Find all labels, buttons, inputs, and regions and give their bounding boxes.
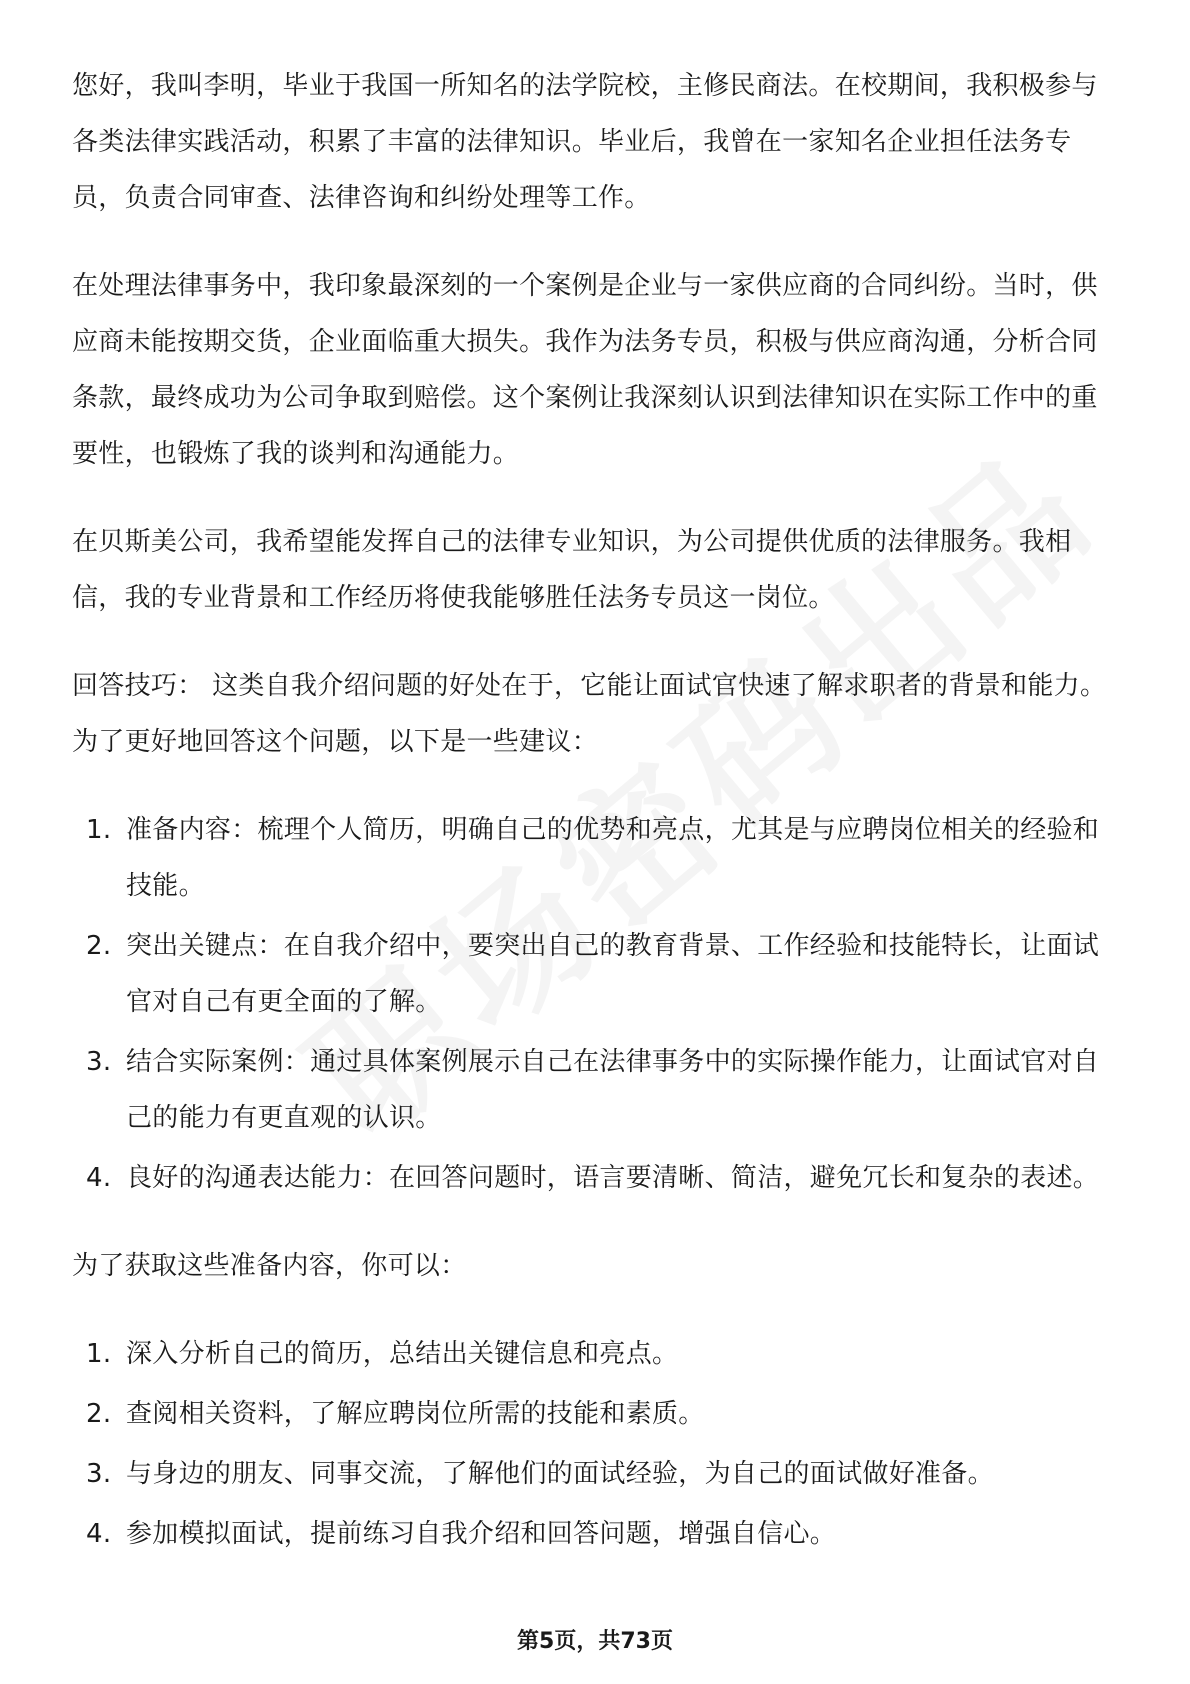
list-item-number: 3. — [86, 1047, 112, 1077]
list-item — [72, 802, 1122, 914]
list-item — [72, 918, 1122, 1030]
list-item — [72, 1506, 1122, 1562]
goal-paragraph: 在贝斯美公司，我希望能发挥自己的法律专业知识，为公司提供优质的法律服务。我相信，我的专业背景和工作经历将使我能够胜任法务专员这一岗位。 — [72, 527, 1072, 613]
list-item-text: 深入分析自己的简历，总结出关键信息和亮点。 — [126, 1339, 679, 1369]
prep-steps-list — [72, 1326, 1122, 1562]
list-item — [72, 1326, 1122, 1382]
list-item-text: 准备内容：梳理个人简历，明确自己的优势和亮点，尤其是与应聘岗位相关的经验和技能。 — [126, 815, 1100, 901]
list-item-number: 3. — [86, 1459, 112, 1489]
case-paragraph: 在处理法律事务中，我印象最深刻的一个案例是企业与一家供应商的合同纠纷。当时，供应商未能按期交货，企业面临重大损失。我作为法务专员，积极与供应商沟通，分析合同条款，最终成功为公司争取到赔偿。这个案例让我深刻认识到法律知识在实际工作中的重要性，也锻炼了我的谈判和沟通能力。 — [72, 271, 1098, 469]
list-item-number: 1. — [86, 815, 112, 845]
list-item-number: 2. — [86, 1399, 112, 1429]
tips-intro-paragraph: 回答技巧： 这类自我介绍问题的好处在于，它能让面试官快速了解求职者的背景和能力。为了更好地回答这个问题，以下是一些建议： — [72, 671, 1107, 757]
list-item-number: 4. — [86, 1163, 112, 1193]
intro-paragraph: 您好，我叫李明，毕业于我国一所知名的法学院校，主修民商法。在校期间，我积极参与各类法律实践活动，积累了丰富的法律知识。毕业后，我曾在一家知名企业担任法务专员，负责合同审查、法律咨询和纠纷处理等工作。 — [72, 71, 1098, 213]
list-item-text: 突出关键点：在自我介绍中，要突出自己的教育背景、工作经验和技能特长，让面试官对自己有更全面的了解。 — [126, 931, 1100, 1017]
tips-list — [72, 802, 1122, 1206]
list-item — [72, 1150, 1122, 1206]
list-item-number: 2. — [86, 931, 112, 961]
list-item-text: 与身边的朋友、同事交流，了解他们的面试经验，为自己的面试做好准备。 — [126, 1459, 994, 1489]
list-item — [72, 1386, 1122, 1442]
list-item-text: 结合实际案例：通过具体案例展示自己在法律事务中的实际操作能力，让面试官对自己的能力有更直观的认识。 — [126, 1047, 1100, 1133]
list-item-text: 查阅相关资料，了解应聘岗位所需的技能和素质。 — [126, 1399, 705, 1429]
page-number-footer: 第5页，共73页 — [517, 1629, 673, 1654]
list-item-number: 4. — [86, 1519, 112, 1549]
list-item — [72, 1446, 1122, 1502]
list-item-text: 参加模拟面试，提前练习自我介绍和回答问题，增强自信心。 — [126, 1519, 837, 1549]
page-content — [72, 58, 1122, 1594]
prep-intro-paragraph: 为了获取这些准备内容，你可以： — [72, 1251, 467, 1281]
list-item-number: 1. — [86, 1339, 112, 1369]
list-item-text: 良好的沟通表达能力：在回答问题时，语言要清晰、简洁，避免冗长和复杂的表述。 — [126, 1163, 1100, 1193]
list-item — [72, 1034, 1122, 1146]
